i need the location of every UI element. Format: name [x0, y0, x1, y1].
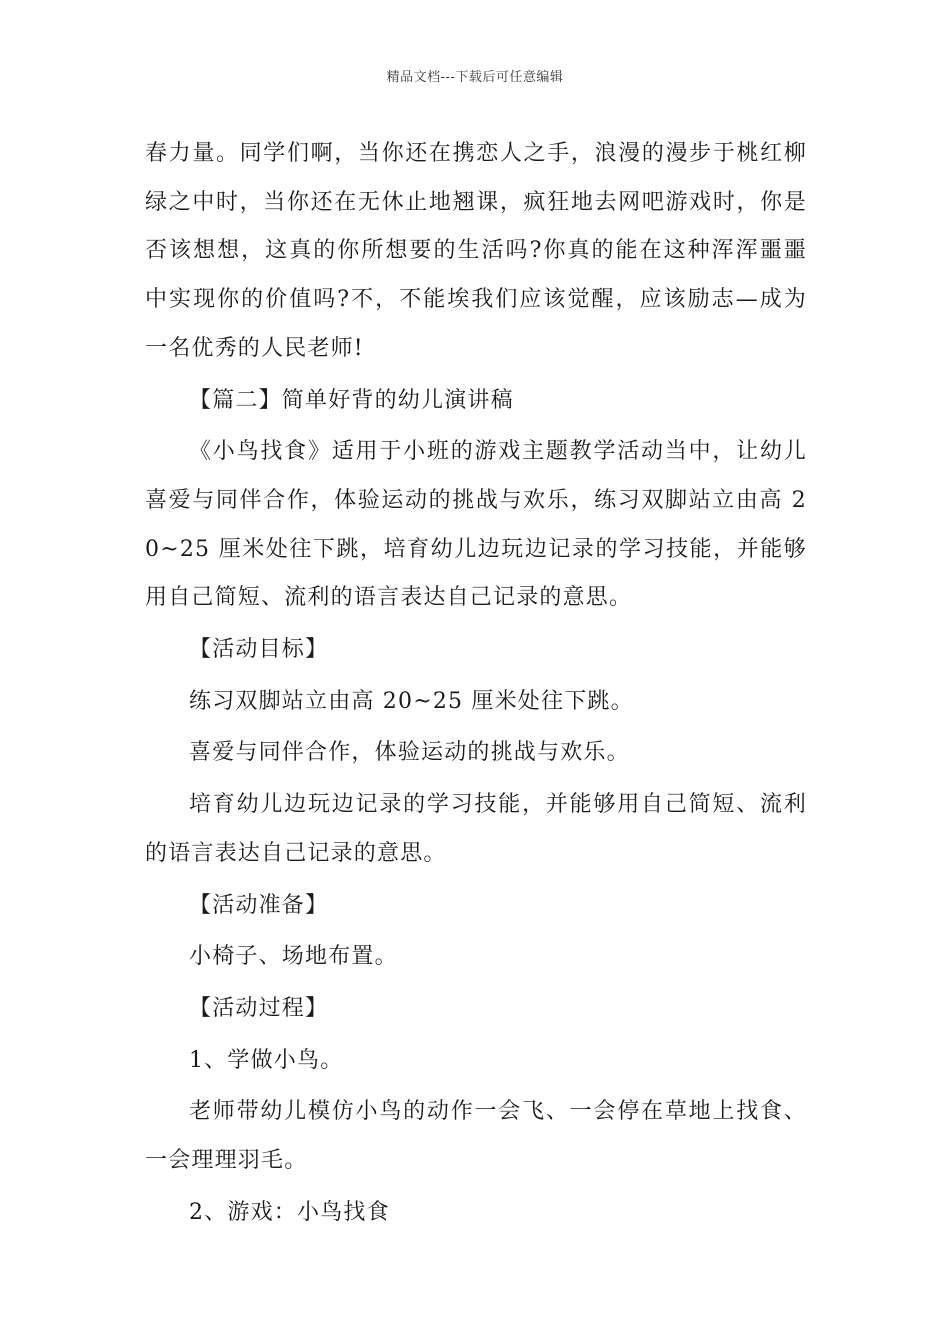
section-heading: 【篇二】简单好背的幼儿演讲稿	[189, 387, 514, 413]
document-body	[145, 130, 807, 1237]
process-description: 老师带幼儿模仿小鸟的动作一会飞、一会停在草地上找食、一会理理羽毛。	[145, 1099, 807, 1174]
subheading-goals: 【活动目标】	[189, 637, 329, 663]
process-step: 2、游戏：小鸟找食	[189, 1199, 390, 1225]
subheading-process: 【活动过程】	[189, 995, 329, 1021]
paragraph-intro: 《小鸟找食》适用于小班的游戏主题教学活动当中，让幼儿喜爱与同伴合作，体验运动的挑战与欢乐，练习双脚站立由高 20~25 厘米处往下跳，培育幼儿边玩边记录的学习技能，并能够用自己简短、流利的语言表达自己记录的意思。	[145, 439, 807, 611]
process-step: 1、学做小鸟。	[189, 1047, 344, 1073]
page-header: 精品文档---下载后可任意编辑	[386, 70, 564, 85]
subheading-preparation: 【活动准备】	[189, 892, 329, 918]
preparation-item: 小椅子、场地布置。	[189, 944, 398, 970]
paragraph-continuation: 春力量。同学们啊，当你还在携恋人之手，浪漫的漫步于桃红柳绿之中时，当你还在无休止地翘课，疯狂地去网吧游戏时，你是否该想想，这真的你所想要的生活吗?你真的能在这种浑浑噩噩中实现你的价值吗?不，不能埃我们应该觉醒，应该励志—成为一名优秀的人民老师!	[145, 141, 807, 361]
goal-item: 培育幼儿边玩边记录的学习技能，并能够用自己简短、流利的语言表达自己记录的意思。	[145, 792, 807, 866]
goal-item: 喜爱与同伴合作，体验运动的挑战与欢乐。	[189, 740, 630, 766]
goal-item: 练习双脚站立由高 20~25 厘米处往下跳。	[189, 688, 634, 714]
